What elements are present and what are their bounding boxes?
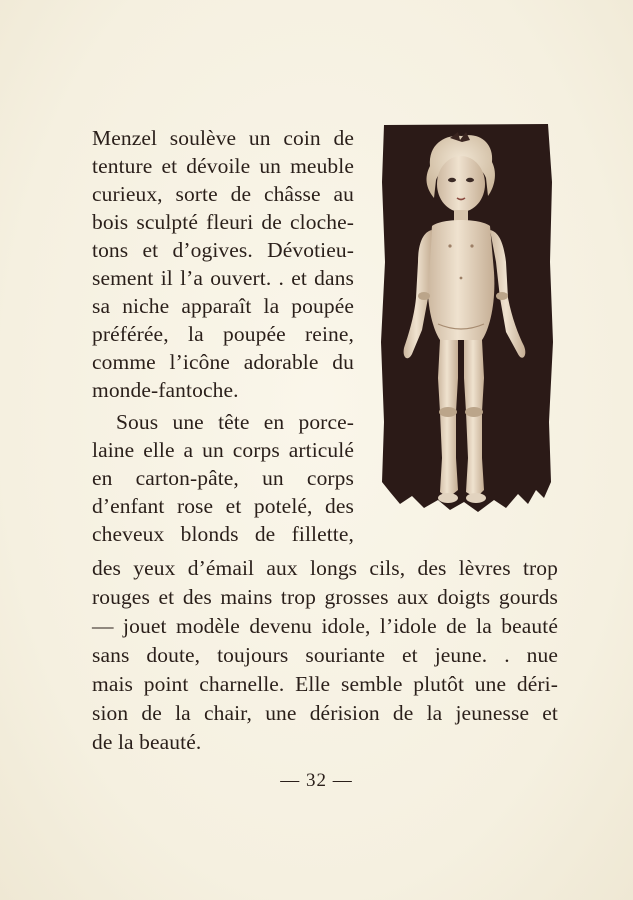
text-line: rouges et des mains trop grosses aux doigts gourds <box>92 585 558 609</box>
text-line: comme l’icône adorable du <box>92 350 354 374</box>
text-line: sans doute, toujours souriante et jeune. . nue <box>92 643 558 667</box>
text-line: en carton-pâte, un corps <box>92 466 354 490</box>
text-line: laine elle a un corps articulé <box>92 438 354 462</box>
text-line: sa niche apparaît la poupée <box>92 294 354 318</box>
doll-illustration <box>378 122 554 516</box>
text-line: — jouet modèle devenu idole, l’idole de la beauté <box>92 614 558 638</box>
text-line: monde-fantoche. <box>92 378 239 402</box>
text-line: mais point charnelle. Elle semble plutôt une déri- <box>92 672 558 696</box>
text-line: des yeux d’émail aux longs cils, des lèvres trop <box>92 556 558 580</box>
text-line: sion de la chair, une dérision de la jeunesse et <box>92 701 558 725</box>
text-line: tons et d’ogives. Dévotieu- <box>92 238 354 262</box>
text-line: préférée, la poupée reine, <box>92 322 354 346</box>
text-line: cheveux blonds de fillette, <box>92 522 354 546</box>
page-number: — 32 — <box>280 770 353 791</box>
text-line: tenture et dévoile un meuble <box>92 154 354 178</box>
text-line: Sous une tête en porce- <box>116 410 354 434</box>
text-line: bois sculpté fleuri de cloche- <box>92 210 354 234</box>
text-line: sement il l’a ouvert. . et dans <box>92 266 354 290</box>
text-line: d’enfant rose et potelé, des <box>92 494 354 518</box>
text-line: curieux, sorte de châsse au <box>92 182 354 206</box>
text-line: de la beauté. <box>92 730 202 754</box>
text-line: Menzel soulève un coin de <box>92 126 354 150</box>
